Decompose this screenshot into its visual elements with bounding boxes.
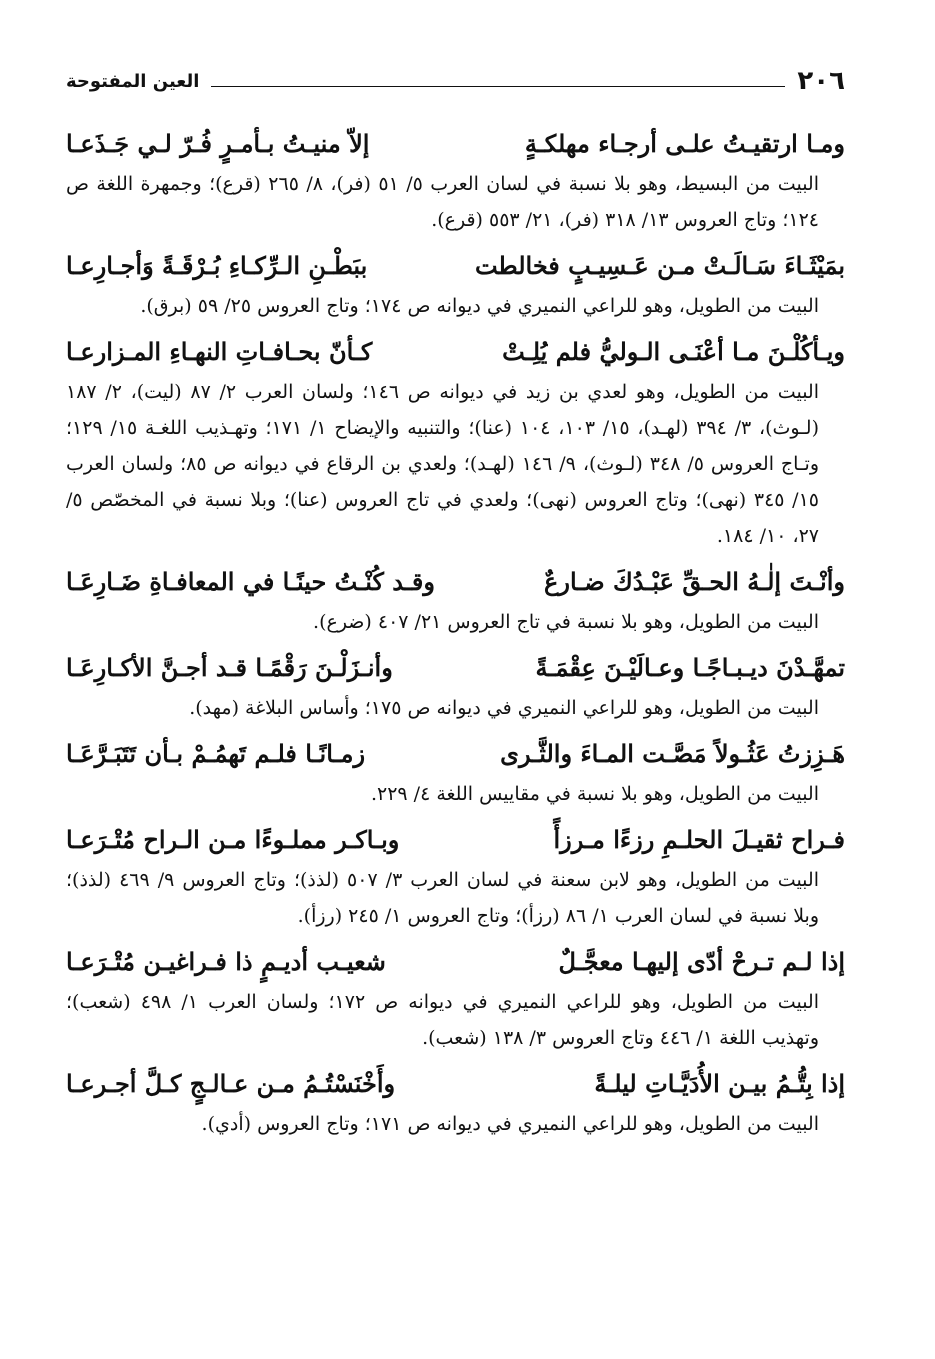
verse-second-hemistich: إلاّ منيـتُ بـأمـرٍ فُـرّ لـي جَـذَعـا <box>66 129 370 158</box>
footnote-text: البيت من الطويل، وهو للراعي النميري في ديوانه ص ١٧٥؛ وأساس البلاغة (مهد). <box>189 697 819 719</box>
entry-6 <box>66 732 845 812</box>
verse-second-hemistich: وقـد كُنْـتُ حينًـا في المعافـاةِ ضَـارِعَـا <box>66 567 435 596</box>
entry-7 <box>66 818 845 934</box>
footnote-text: البيت من الطويل، وهو للراعي النميري في ديوانه ص ١٧٤؛ وتاج العروس ٢٥/ ٥٩ (برق). <box>140 295 819 317</box>
verse <box>66 244 845 288</box>
verse-first-hemistich: تمهَّـدْنَ ديـبـاجًـا وعـالَيْـنَ عِقْمَـةً <box>535 653 845 682</box>
verse <box>66 560 845 604</box>
verse-second-hemistich: وأنـزَلْـنَ رَقْمًـا قـد أجـنَّ الأكـارِعَـا <box>66 653 393 682</box>
verse <box>66 330 845 374</box>
verse-first-hemistich: بمَيْثَـاءَ سَـالَـتْ مـن عَـسِيـبٍ فخالطت <box>474 251 845 280</box>
verse-second-hemistich: وبـاكـر مملـوءًا مـن الـراح مُتْـرَعـا <box>66 825 400 854</box>
entry-3 <box>66 330 845 554</box>
verse-first-hemistich: إذا بِتُّـمُ بيـن الأُدَيَّـاتِ ليلـةً <box>594 1069 845 1098</box>
verse-first-hemistich: ومـا ارتقيـتُ علـى أرجـاء مهلكـةٍ <box>524 129 845 158</box>
verse <box>66 1062 845 1106</box>
footnote-text: البيت من الطويل، وهو بلا نسبة في مقاييس اللغة ٤/ ٢٢٩. <box>370 783 819 805</box>
entry-5 <box>66 646 845 726</box>
verse-first-hemistich: هَـزِزتُ عَثُـولاً مَصَّـت المـاءَ والثَّـرى <box>500 739 845 768</box>
entry-1 <box>66 122 845 238</box>
verse <box>66 940 845 984</box>
footnote-text: البيت من البسيط، وهو بلا نسبة في لسان العرب ٥/ ٥١ (فر)، ٨/ ٢٦٥ (قرع)؛ وجمهرة اللغة ص ١٢٤؛ وتاج العروس ١٣/ ٣١٨ (فر)، ٢١/ ٥٥٣ (قرع). <box>66 173 819 231</box>
verse-first-hemistich: فـراح ثقيـلَ الحلـمِ رزءًا مـرزأً <box>553 825 845 854</box>
verse-second-hemistich: كـأنّ بحـافـاتِ النهـاءِ المـزارعـا <box>66 337 373 366</box>
verse-second-hemistich: زمـانًـا فلـم تَهمُـمْ بـأن تَتَبَـرَّعَـا <box>66 739 366 768</box>
verse <box>66 818 845 862</box>
verse <box>66 646 845 690</box>
verse <box>66 732 845 776</box>
verse-first-hemistich: وأنْـتَ إلٰـهُ الحـقِّ عَبْـدُكَ ضـارعٌ <box>544 567 845 596</box>
footnote-text: البيت من الطويل، وهو لابن سعنة في لسان العرب ٣/ ٥٠٧ (لذذ)؛ وتاج العروس ٩/ ٤٦٩ (لذذ)؛ وبلا نسبة في لسان العرب ١/ ٨٦ (رزأ)؛ وتاج العروس ١/ ٢٤٥ (رزأ). <box>66 869 819 927</box>
verse-second-hemistich: وأَخْنَسْتُـمُ مـن عـالـجٍ كـلَّ أجـرعـا <box>66 1069 396 1098</box>
footnote-text: البيت من الطويل، وهو بلا نسبة في تاج العروس ٢١/ ٤٠٧ (ضرع). <box>313 611 819 633</box>
entry-2 <box>66 244 845 324</box>
header-rule <box>211 86 785 87</box>
page-header <box>66 66 845 96</box>
page-body <box>66 122 845 1148</box>
book-title: العين المفتوحة <box>66 70 200 92</box>
verse-second-hemistich: ببَطْـنِ الـرِّكـاءِ بُـرْقَـةً وَأجـارِعـا <box>66 251 368 280</box>
footnote-text: البيت من الطويل، وهو لعدي بن زيد في ديوانه ص ١٤٦؛ ولسان العرب ٢/ ٨٧ (ليت)، ٢/ ١٨٧ (لـوث)، ٣/ ٣٩٤ (لهـد)، ١٥/ ١٠٣، ١٠٤ (عنا)؛ والتنبيه والإيضاح ١/ ١٧١؛ وتهـذيب اللغـة ١٥/ ١٢٩؛ وتـاج العروس ٥/ ٣٤٨ (لـوث)، ٩/ ١٤٦ (لهـد)؛ ولعدي بن الرقاع في ديوانه ص ٨٥؛ ولسان العرب ١٥/ ٣٤٥ (نهى)؛ وتاج العروس (نهى)؛ ولعدي في تاج العروس (عنا)؛ وبلا نسبة في المخصّص ٥/ ٢٧، ١٠/ ١٨٤. <box>66 381 820 547</box>
entry-9 <box>66 1062 845 1142</box>
verse-first-hemistich: ويـأكُلْـنَ مـا أعْنَـى الـوليُّ فلم يُلِـتْ <box>502 337 845 366</box>
verse <box>66 122 845 166</box>
footnote-text: البيت من الطويل، وهو للراعي النميري في ديوانه ص ١٧١؛ وتاج العروس (أدي). <box>201 1113 819 1135</box>
entry-8 <box>66 940 845 1056</box>
verse-second-hemistich: شعيـب أديـمٍ ذا فـراغيـن مُتْـرَعـا <box>66 947 386 976</box>
verse-first-hemistich: إذا لـم تـرحْ أدّى إليهـا معجَّـلٌ <box>558 947 845 976</box>
page-number: ٢٠٦ <box>797 66 845 96</box>
entry-4 <box>66 560 845 640</box>
footnote-text: البيت من الطويل، وهو للراعي النميري في ديوانه ص ١٧٢؛ ولسان العرب ١/ ٤٩٨ (شعب)؛ وتهذيب اللغة ١/ ٤٤٦ وتاج العروس ٣/ ١٣٨ (شعب). <box>66 991 820 1049</box>
